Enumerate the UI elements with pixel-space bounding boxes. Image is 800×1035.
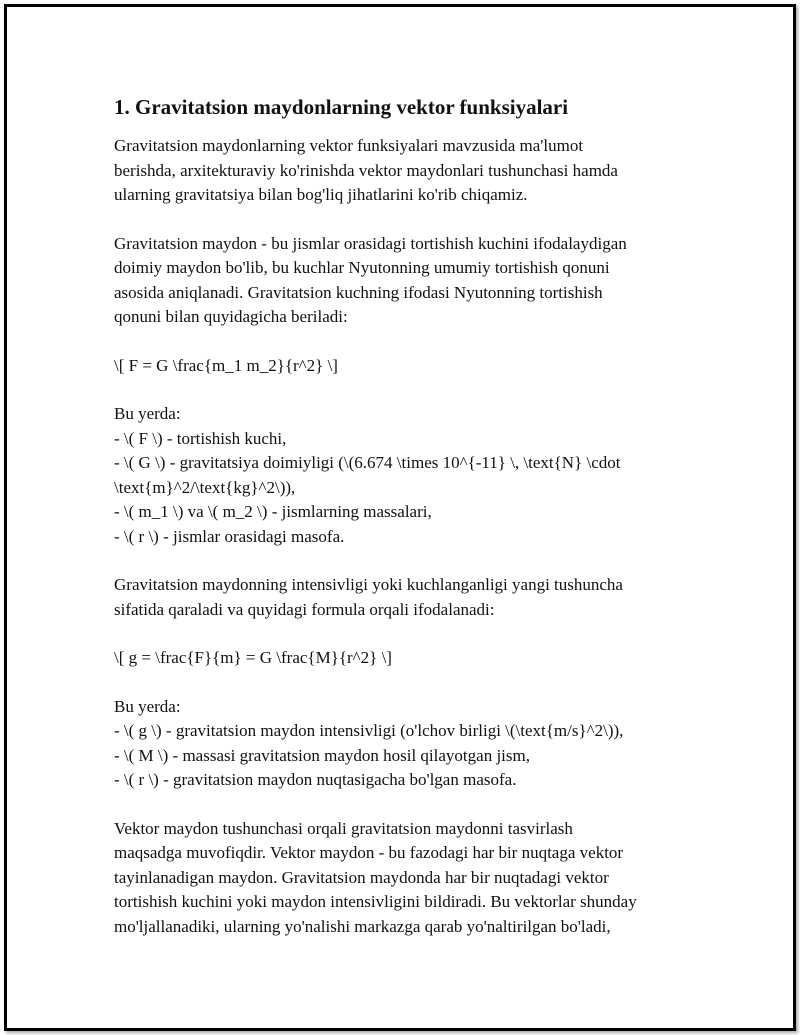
text-line: - \( F \) - tortishish kuchi, — [114, 428, 287, 448]
text-line: - \( g \) - gravitatsion maydon intensivligi (o'lchov birligi \(\text{m/s}^2\)), — [114, 721, 624, 740]
text-line: Bu yerda: — [114, 696, 181, 716]
text-line: \[ g = \frac{F}{m} = G \frac{M}{r^2} \] — [114, 648, 392, 667]
text-line: - \( r \) - jismlar orasidagi masofa. — [114, 526, 345, 546]
text-line: asosida aniqlanadi. Gravitatsion kuchning ifodasi Nyutonning tortishish — [114, 282, 603, 302]
paragraph — [114, 695, 694, 793]
paragraph — [114, 402, 694, 549]
paragraph — [114, 354, 694, 379]
section-heading: 1. Gravitatsion maydonlarning vektor funksiyalari — [114, 95, 569, 119]
paragraph — [114, 134, 694, 208]
text-line: Bu yerda: — [114, 404, 181, 423]
text-line: Gravitatsion maydonlarning vektor funksiyalari mavzusida ma'lumot — [114, 136, 584, 155]
text-line: berishda, arxitekturaviy ko'rinishda vektor maydonlari tushunchasi hamda — [114, 160, 618, 180]
text-line: \[ F = G \frac{m_1 m_2}{r^2} \] — [114, 355, 338, 375]
text-line: - \( M \) - massasi gravitatsion maydon hosil qilayotgan jism, — [114, 745, 530, 765]
text-line: qonuni bilan quyidagicha beriladi: — [114, 307, 348, 326]
text-line: ularning gravitatsiya bilan bog'liq jihatlarini ko'rib chiqamiz. — [114, 185, 528, 204]
text-line: \text{m}^2/\text{kg}^2\)), — [114, 477, 296, 497]
paragraph — [114, 573, 694, 622]
text-line: doimiy maydon bo'lib, bu kuchlar Nyutonning umumiy tortishish qonuni — [114, 258, 610, 277]
text-line: Vektor maydon tushunchasi orqali gravitatsion maydonni tasvirlash — [114, 818, 573, 838]
paragraph — [114, 646, 694, 671]
paragraph — [114, 232, 694, 330]
text-line: mo'ljallanadiki, ularning yo'nalishi markazga qarab yo'naltirilgan bo'ladi, — [114, 916, 611, 936]
text-line: tortishish kuchini yoki maydon intensivligini bildiradi. Bu vektorlar shunday — [114, 892, 637, 911]
paragraph-container — [114, 134, 694, 939]
text-line: sifatida qaraladi va quyidagi formula orqali ifodalanadi: — [114, 599, 495, 619]
text-line: Gravitatsion maydon - bu jismlar orasidagi tortishish kuchini ifodalaydigan — [114, 233, 627, 253]
text-line: - \( r \) - gravitatsion maydon nuqtasigacha bo'lgan masofa. — [114, 770, 517, 789]
text-line: maqsadga muvofiqdir. Vektor maydon - bu fazodagi har bir nuqtaga vektor — [114, 843, 624, 862]
text-line: - \( m_1 \) va \( m_2 \) - jismlarning massalari, — [114, 502, 432, 521]
document-body — [114, 92, 694, 963]
text-line: tayinlanadigan maydon. Gravitatsion maydonda har bir nuqtadagi vektor — [114, 867, 609, 887]
text-line: Gravitatsion maydonning intensivligi yoki kuchlanganligi yangi tushuncha — [114, 575, 623, 594]
text-line: - \( G \) - gravitatsiya doimiyligi (\(6.674 \times 10^{-11} \, \text{N} \cdot — [114, 453, 621, 472]
paragraph — [114, 817, 694, 940]
